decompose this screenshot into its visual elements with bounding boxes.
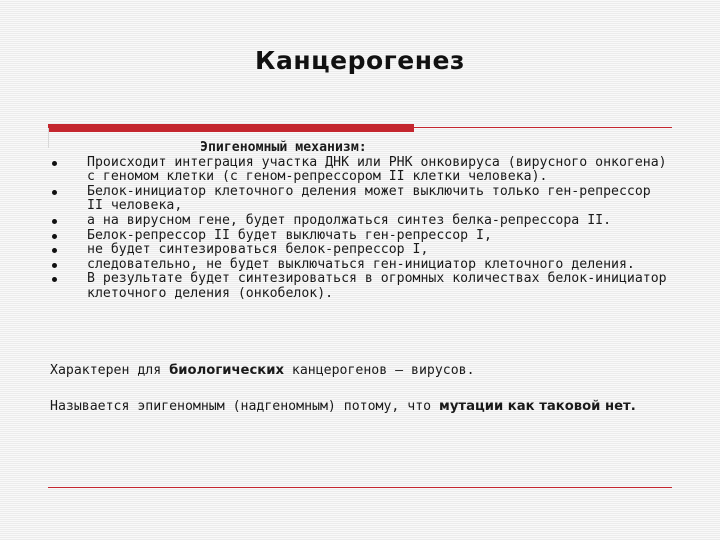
slide-body bbox=[50, 141, 672, 302]
paragraph-naming-reason bbox=[50, 400, 672, 415]
paragraph-text: Характерен для bbox=[50, 363, 170, 378]
paragraph-bold-text: мутации как таковой нет. bbox=[439, 399, 636, 414]
list-item-text: Белок-инициатор клеточного деления может выключить только ген-репрессор II человека, bbox=[87, 183, 651, 214]
list-item-text: Происходит интеграция участка ДНК или РНК онковируса (вирусного онкогена) с геномом клетки (с геном-репрессором II клетки человека). bbox=[87, 154, 667, 185]
section-subheading: Эпигеномный механизм: bbox=[200, 140, 367, 155]
list-item-text: В результате будет синтезироваться в огромных количествах белок-инициатор клеточного деления (онкобелок). bbox=[87, 271, 667, 301]
slide-title: Канцерогенез bbox=[255, 46, 465, 75]
list-item-text: следовательно, не будет выключаться ген-инициатор клеточного деления. bbox=[87, 256, 635, 272]
bullet-icon bbox=[52, 263, 57, 268]
list-item bbox=[50, 156, 672, 185]
list-item-text: а на вирусном гене, будет продолжаться синтез белка-репрессора II. bbox=[87, 212, 612, 228]
paragraph-text: Называется эпигеномным (надгеномным) потому, что bbox=[50, 399, 440, 414]
bullet-icon bbox=[52, 234, 57, 239]
bullet-icon bbox=[52, 248, 57, 253]
paragraph-text: канцерогенов – вирусов. bbox=[283, 363, 475, 378]
list-item bbox=[50, 214, 672, 229]
list-item bbox=[50, 243, 672, 258]
list-item bbox=[50, 185, 672, 214]
list-item bbox=[50, 229, 672, 244]
list-item bbox=[50, 272, 672, 301]
bullet-icon bbox=[52, 219, 57, 224]
bottom-divider bbox=[48, 487, 672, 488]
bullet-icon bbox=[52, 161, 57, 166]
bullet-icon bbox=[52, 190, 57, 195]
paragraph-carcinogen-type bbox=[50, 364, 672, 379]
list-item-text: Белок-репрессор II будет выключать ген-репрессор I, bbox=[87, 227, 492, 243]
list-item-text: не будет синтезироваться белок-репрессор I, bbox=[87, 242, 429, 258]
list-item bbox=[50, 258, 672, 273]
left-edge-line bbox=[48, 128, 49, 148]
bullet-list bbox=[50, 156, 672, 302]
title-divider-thick bbox=[48, 124, 414, 132]
paragraph-bold-text: биологических bbox=[169, 363, 284, 378]
bullet-icon bbox=[52, 277, 57, 282]
